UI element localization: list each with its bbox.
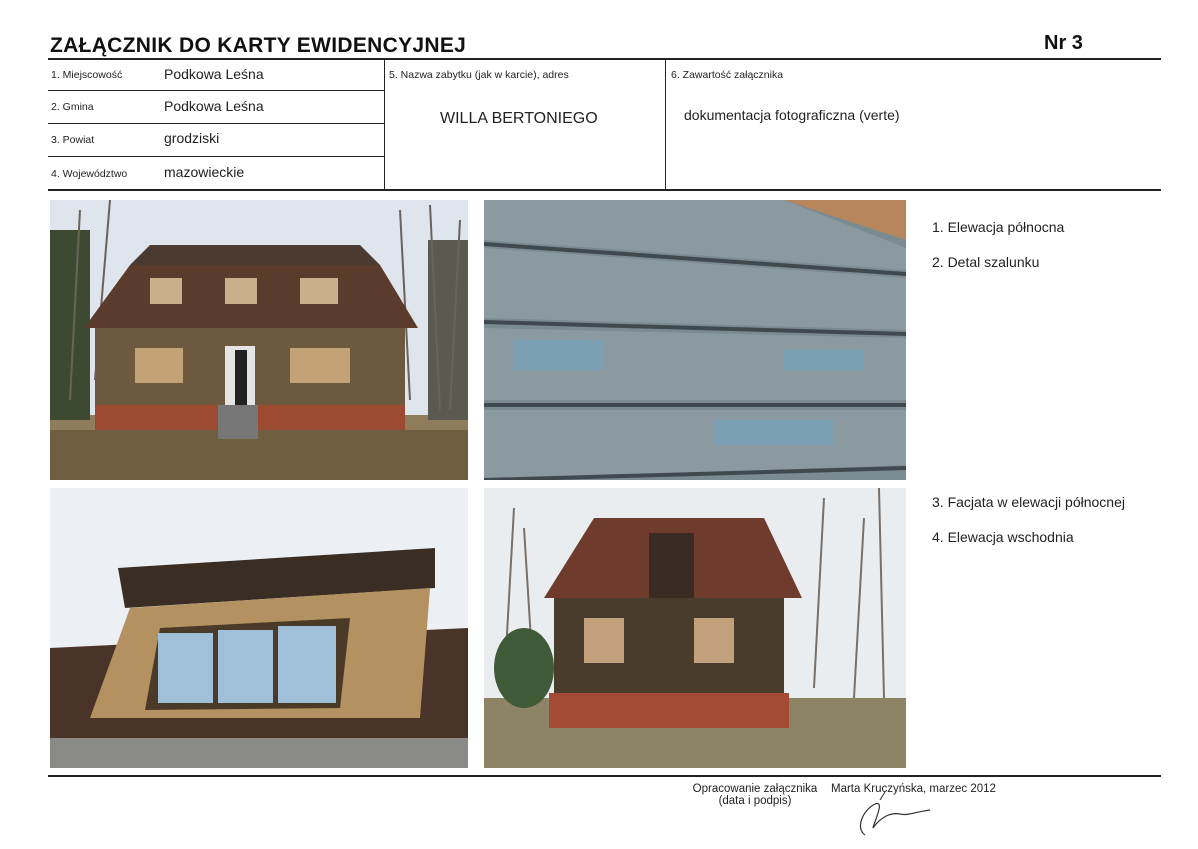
caption-4: 4. Elewacja wschodnia (932, 529, 1074, 545)
column-divider (384, 59, 385, 190)
field-label-powiat: 3. Powiat (51, 134, 95, 146)
field-label-wojewodztwo: 4. Województwo (51, 168, 128, 180)
signature (845, 790, 935, 840)
field-value-miejscowosc: Podkowa Leśna (164, 66, 264, 82)
contents-value: dokumentacja fotograficzna (verte) (684, 107, 900, 123)
row-divider (48, 123, 385, 124)
page-title: ZAŁĄCZNIK DO KARTY EWIDENCYJNEJ (50, 34, 467, 57)
field-value-powiat: grodziski (164, 130, 220, 146)
photo-north-elevation (50, 200, 468, 480)
footer-prepared-block (680, 783, 830, 807)
footer-rule (48, 775, 1161, 777)
monument-name: WILLA BERTONIEGO (440, 110, 598, 127)
field-value-gmina: Podkowa Leśna (164, 98, 264, 114)
column-divider (665, 59, 666, 190)
caption-2: 2. Detal szalunku (932, 254, 1040, 270)
field-label-miejscowosc: 1. Miejscowość (51, 69, 123, 81)
photo-east-elevation (484, 488, 906, 768)
attachment-number: Nr 3 (1044, 32, 1083, 54)
contents-label: 6. Zawartość załącznika (671, 69, 784, 81)
photo-dormer (50, 488, 468, 768)
photo-siding-detail (484, 200, 906, 480)
header-rule (48, 58, 1161, 60)
footer-author: Marta Kruczyńska, marzec 2012 (831, 783, 996, 795)
caption-3: 3. Facjata w elewacji północnej (932, 494, 1125, 510)
row-divider (48, 90, 385, 91)
table-bottom-rule (48, 189, 1161, 191)
field-value-wojewodztwo: mazowieckie (164, 164, 245, 180)
field-label-gmina: 2. Gmina (51, 101, 94, 113)
monument-label: 5. Nazwa zabytku (jak w karcie), adres (389, 69, 569, 81)
row-divider (48, 156, 385, 157)
date-sign-label: (data i podpis) (718, 795, 792, 807)
caption-1: 1. Elewacja północna (932, 219, 1065, 235)
prepared-label: Opracowanie załącznika (692, 783, 818, 795)
